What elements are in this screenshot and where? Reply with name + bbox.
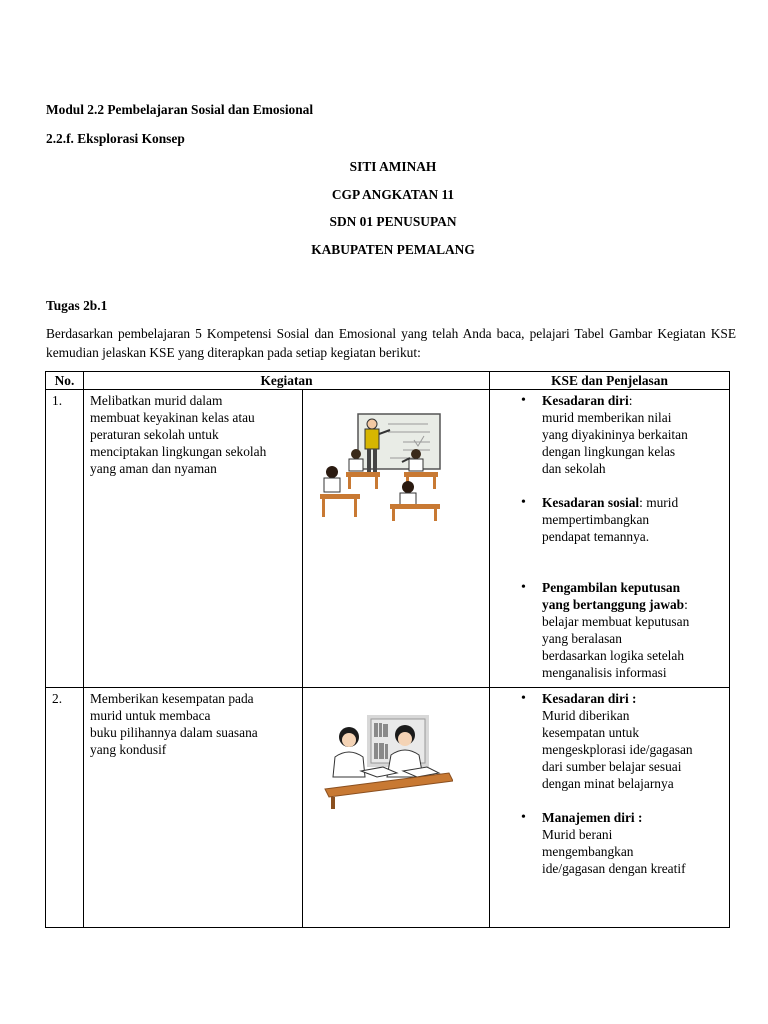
kse-line: dengan minat belajarnya: [542, 776, 674, 791]
kse-head: yang bertanggung jawab: [542, 597, 685, 612]
section-title: 2.2.f. Eksplorasi Konsep: [46, 131, 185, 146]
kse-head: Kesadaran sosial: [542, 495, 640, 510]
kse-line: menganalisis informasi: [542, 665, 667, 680]
table-row: [46, 688, 730, 928]
kse-head: • Kesadaran diri :: [542, 691, 637, 706]
activity-line: yang kondusif: [90, 742, 167, 757]
kse-cell: [490, 688, 730, 928]
task-intro: Berdasarkan pembelajaran 5 Kompetensi Sosial dan Emosional yang telah Anda baca, pelajari Tabel Gambar Kegiatan KSE kemudian jelaskan KSE yang diterapkan pada setiap kegiatan berikut:: [46, 326, 736, 360]
activity-line: membuat keyakinan kelas atau: [90, 410, 255, 425]
activity-line: Memberikan kesempatan pada: [90, 691, 254, 706]
activity-line: peraturan sekolah untuk: [90, 427, 219, 442]
kse-item: [496, 579, 723, 681]
table-header-row: [46, 372, 730, 390]
kse-suffix: : murid: [639, 495, 679, 510]
header-no: No.: [46, 372, 84, 390]
students-reading-illustration: [321, 697, 453, 809]
kse-line: Murid diberikan: [542, 708, 630, 723]
kse-line: kesempatan untuk: [542, 725, 640, 740]
kse-line: mempertimbangkan: [542, 512, 650, 527]
row-number: 1.: [46, 390, 84, 688]
kse-item: [496, 809, 723, 877]
kse-head: • Pengambilan keputusan: [542, 580, 681, 595]
kse-line: dengan lingkungan kelas: [542, 444, 676, 459]
kse-line: yang diyakininya berkaitan: [542, 427, 688, 442]
kse-line: berdasarkan logika setelah: [542, 648, 685, 663]
activity-line: yang aman dan nyaman: [90, 461, 217, 476]
batch-label: CGP ANGKATAN 11: [331, 187, 455, 202]
kse-line: Murid berani: [542, 827, 613, 842]
kse-head: • Manajemen diri :: [542, 810, 643, 825]
row-number: 2.: [46, 688, 84, 928]
activity-image-cell: [303, 688, 490, 928]
task-title: Tugas 2b.1: [46, 298, 108, 313]
kse-item: [496, 690, 723, 792]
kse-line: mengeskplorasi ide/gagasan: [542, 742, 693, 757]
activity-line: menciptakan lingkungan sekolah: [90, 444, 267, 459]
kse-line: murid memberikan nilai: [542, 410, 672, 425]
classroom-discussion-illustration: [318, 412, 448, 522]
header-activity: Kegiatan: [84, 372, 490, 390]
header-kse: KSE dan Penjelasan: [490, 372, 730, 390]
kse-suffix: :: [628, 393, 633, 408]
kse-line: dan sekolah: [542, 461, 606, 476]
activity-text: [84, 688, 303, 928]
table-row: [46, 390, 730, 688]
module-title: Modul 2.2 Pembelajaran Sosial dan Emosional: [46, 102, 314, 117]
kse-suffix: :: [684, 597, 688, 612]
kse-line: mengembangkan: [542, 844, 634, 859]
kse-table: [45, 371, 730, 928]
school-label: SDN 01 PENUSUPAN: [329, 214, 457, 229]
activity-text: [84, 390, 303, 688]
kse-head: Kesadaran diri: [542, 393, 629, 408]
kse-line: pendapat temannya.: [542, 529, 650, 544]
kse-line: dari sumber belajar sesuai: [542, 759, 682, 774]
regency-label: KABUPATEN PEMALANG: [311, 242, 475, 257]
kse-cell: [490, 390, 730, 688]
kse-line: belajar membuat keputusan: [542, 614, 690, 629]
kse-line: ide/gagasan dengan kreatif: [542, 861, 686, 876]
kse-item: [496, 392, 723, 477]
activity-line: buku pilihannya dalam suasana: [90, 725, 258, 740]
author-name: SITI AMINAH: [349, 159, 437, 174]
activity-line: murid untuk membaca: [90, 708, 211, 723]
kse-line: yang beralasan: [542, 631, 622, 646]
activity-image-cell: [303, 390, 490, 688]
activity-line: Melibatkan murid dalam: [90, 393, 223, 408]
kse-item: [496, 494, 723, 545]
